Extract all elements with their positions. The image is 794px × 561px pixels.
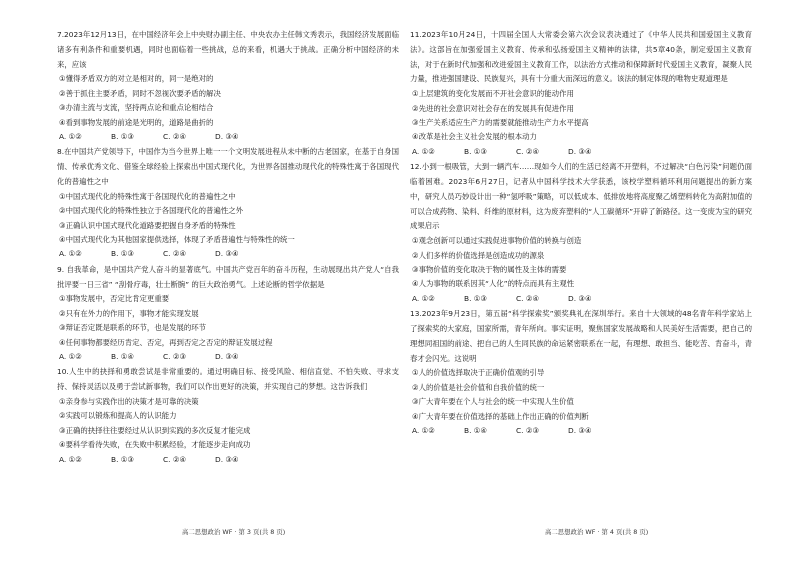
question-10-option-2: ②实践可以锻炼和提高人的认识能力: [59, 411, 177, 421]
choice-c: C. ②④: [516, 146, 540, 156]
page-footer-left: 高二思想政治 WF · 第 3 页(共 8 页): [182, 528, 286, 536]
question-10-option-1: ①亲身参与实践作出的决策才是可靠的决策: [59, 397, 199, 407]
question-11-choices: [412, 145, 752, 159]
choice-a: A. ①②: [412, 426, 435, 436]
choice-d: D. ③④: [568, 293, 592, 303]
question-13-choices: [412, 424, 752, 438]
choice-d: D. ③④: [215, 352, 239, 362]
question-10-choices: [59, 453, 399, 467]
question-11-stem: 11.2023年10月24日，十四届全国人大常委会第六次会议表决通过了《中华人民共和国爱国主义教育法》。这部旨在加强爱国主义教育、传承和弘扬爱国主义精神的法律，共5章40条，制定爱国主义教育法，对于在新时代加强和改进爱国主义教育工作，以法治方式推动和保障新时代爱国主义教育，凝聚人民力量，推进强国建设、民族复兴，具有十分重大而深远的意义。该法的制定体现的唯物史观道理是: [410, 30, 752, 84]
choice-a: A. ①②: [59, 454, 82, 464]
question-10-stem: 10.人生中的抉择和勇敢尝试是非常重要的。通过明确目标、接受风险、相信直觉、不怕失败、寻求支持、保持灵活以及勇于尝试新事物，我们可以作出更好的决策，并实现自己的梦想。这告诉我们: [57, 367, 399, 392]
question-9-choices: [59, 350, 399, 364]
question-9: [57, 263, 399, 365]
question-12-stem: 12.小到一根吸管，大到一辆汽车……现如今人们的生活已经离不开塑料，不过解决“白色污染”问题仍面临着困难。2023年6月27日，记者从中国科学技术大学获悉，该校学塑料循环利用问题提出的新方案中，研究人员巧妙设计出一种“氢呼吸”策略，可以低成本、低排放地将高度聚乙烯塑料转化为高附加值的可以合成药物、染料、纤维的原材料，这为废弃塑料的“人工碳循环”开辟了新路径。这一变废为宝的研究成果启示: [410, 162, 752, 231]
question-12-choices: [412, 292, 752, 306]
question-12: [410, 160, 752, 306]
question-8-option-3: ③正确认识中国式现代化道路要把握自身矛盾的特殊性: [59, 220, 236, 230]
question-7-option-1: ①懂得矛盾双方的对立是相对的，同一是绝对的: [59, 74, 214, 84]
question-7-option-2: ②善于抓住主要矛盾，同时不忽视次要矛盾的解决: [59, 88, 221, 98]
question-9-option-2: ②只有在外力的作用下，事物才能实现发展: [59, 308, 199, 318]
choice-d: D. ③④: [568, 146, 592, 156]
choice-d: D. ③④: [568, 426, 592, 436]
question-8-option-1: ①中国式现代化的特殊性寓于各国现代化的普遍性之中: [59, 191, 236, 201]
choice-c: C. ②④: [163, 132, 187, 142]
choice-b: B. ①③: [111, 454, 135, 464]
question-11-option-3: ③生产关系适应生产力的需要就能推动生产力水平提高: [412, 118, 589, 127]
question-8: [57, 145, 399, 261]
question-10-option-4: ④要科学看待失败，在失败中积累经验，才能逐步走向成功: [59, 440, 251, 450]
question-13: [410, 307, 752, 438]
question-7-choices: [59, 130, 399, 144]
question-8-stem: 8.在中国共产党领导下，中国作为当今世界上唯一一个文明发展进程从未中断的古老国家，在基于自身国情、传承优秀文化、借鉴全球经验上探索出中国式现代化，为世界各国推动现代化的特殊性寓于各国现代化的普遍性之中: [57, 147, 399, 187]
question-7-stem: 7.2023年12月13日，在中国经济年会上中央财办副主任、中央农办主任韩文秀表示，我国经济发展面临诸多有利条件和重要机遇，同时也面临着一些挑战，总的来看，机遇大于挑战。正确分析中国经济的未来，应该: [57, 30, 399, 69]
left-column: [57, 28, 399, 468]
choice-c: C. ②③: [516, 426, 540, 436]
question-10: [57, 365, 399, 467]
choice-d: D. ③④: [215, 249, 239, 259]
question-11: [410, 28, 752, 159]
question-9-option-1: ①事物发展中，否定比肯定更重要: [59, 294, 170, 304]
question-8-choices: [59, 247, 399, 261]
question-13-stem: 13.2023年9月23日，第五届“科学探索奖”颁奖典礼在深圳举行。来自十大领域的48名青年科学家站上了探索奖的大家庭，国家所需，青年所向。事实证明，聚焦国家发展战略和人民美好生活需要，把自己的理想同祖国的前途、把自己的人生同民族的命运紧密联系在一起，有理想、敢担当、能吃苦、肯奋斗，青春才会闪光。这说明: [410, 309, 752, 363]
question-12-option-4: ④人为事物的联系因其“人化”的特点而具有主观性: [412, 279, 575, 289]
choice-a: A. ①②: [412, 293, 435, 303]
choice-d: D. ③④: [215, 454, 239, 464]
question-13-option-1: ①人的价值选择取决于正确价值观的引导: [412, 368, 545, 378]
choice-c: C. ②④: [163, 249, 187, 259]
choice-b: B. ①④: [464, 426, 488, 436]
question-12-option-1: ①观念创新可以通过实践促进事物价值的转换与创造: [412, 236, 582, 246]
question-8-option-4: ④中国式现代化为其他国家提供选择，体现了矛盾普遍性与特殊性的统一: [59, 235, 295, 245]
question-7-option-4: ④看到事物发展的前途是光明的，道路是曲折的: [59, 117, 214, 127]
choice-b: B. ①③: [464, 293, 488, 303]
choice-b: B. ①④: [111, 352, 135, 362]
question-12-option-3: ③事物价值的变化取决于物的属性及主体的需要: [412, 265, 567, 275]
choice-b: B. ①③: [464, 146, 488, 156]
choice-a: A. ①②: [59, 352, 82, 362]
choice-b: B. ①③: [111, 132, 135, 142]
question-11-option-4: ④改革是社会主义社会发展的根本动力: [412, 132, 537, 142]
question-13-option-4: ④广大青年要在价值选择的基础上作出正确的价值判断: [412, 411, 589, 421]
choice-c: C. ②④: [163, 454, 187, 464]
question-11-option-2: ②先进的社会意识对社会存在的发展具有促进作用: [412, 103, 574, 113]
question-11-option-1: ①上层建筑的变化发展而不开社会意识的能动作用: [412, 89, 574, 99]
choice-b: B. ①③: [111, 249, 135, 259]
question-10-option-3: ③正确的抉择往往要经过从认识到实践的多次反复才能完成: [59, 425, 251, 435]
question-8-option-2: ②中国式现代化的特殊性独立于各国现代化的普遍性之外: [59, 206, 244, 216]
question-7-option-3: ③办清主流与支流，坚持两点论和重点论相结合: [59, 103, 214, 113]
question-13-option-2: ②人的价值是社会价值和自我价值的统一: [412, 382, 545, 392]
choice-c: C. ②④: [516, 293, 540, 303]
choice-a: A. ①②: [59, 249, 82, 259]
choice-d: D. ③④: [215, 132, 239, 142]
choice-a: A. ①②: [412, 146, 435, 156]
question-9-option-4: ④任何事物都要经历肯定、否定，再到否定之否定的辩证发展过程: [59, 337, 273, 347]
question-7: [57, 28, 399, 144]
question-9-stem: 9. 自我革命，是中国共产党人奋斗的显著底气。中国共产党百年的奋斗历程，生动展现出共产党人“自我批评要一日三省” “刮骨疗毒，壮士断腕” 的巨大政治勇气。上述论断的哲学依据是: [57, 264, 399, 289]
right-column: [410, 28, 752, 439]
question-9-option-3: ③辩证否定既是联系的环节，也是发展的环节: [59, 323, 207, 333]
page-footer-right: 高二思想政治 WF · 第 4 页(共 8 页): [545, 528, 649, 536]
question-12-option-2: ②人们多样的价值选择是创造成功的源泉: [412, 250, 545, 260]
question-13-option-3: ③广大青年要在个人与社会的统一中实现人生价值: [412, 397, 574, 407]
choice-c: C. ②③: [163, 352, 187, 362]
choice-a: A. ①②: [59, 132, 82, 142]
